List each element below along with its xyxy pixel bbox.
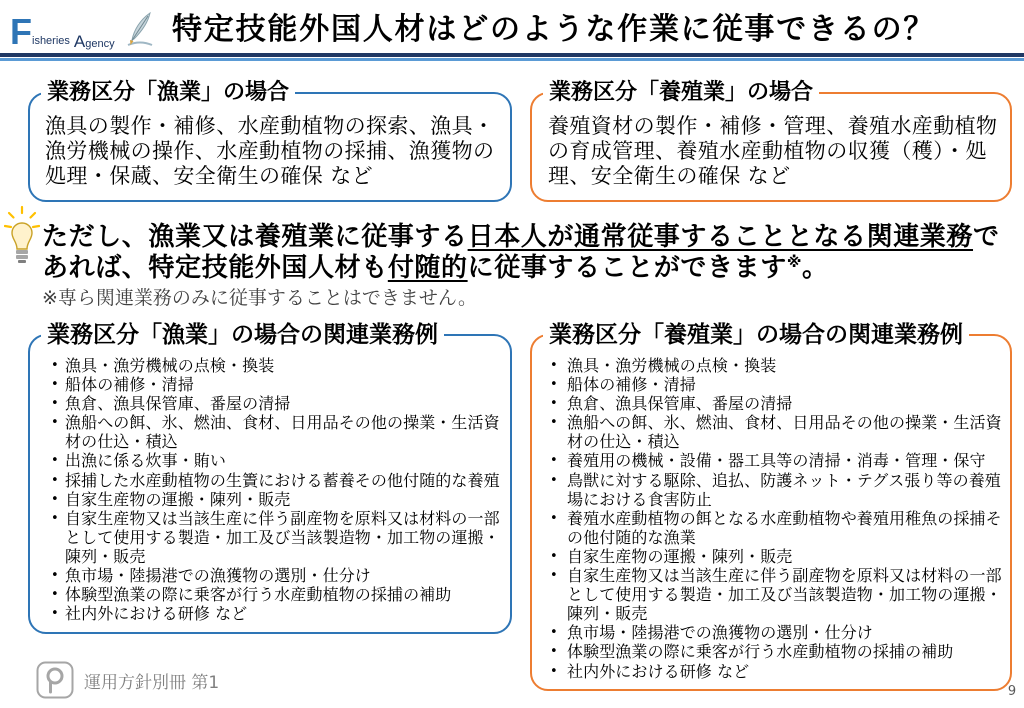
list-item: • 社内外における研修 など [30, 604, 502, 623]
logo-word-agency: Agency [73, 32, 115, 51]
search-icon [36, 661, 74, 699]
notice-underlined-related-work: 日本人が通常従事することとなる関連業務 [467, 222, 974, 252]
list-item: • 鳥獣に対する駆除、追払、防護ネット・テグス張り等の養殖場における食害防止 [532, 471, 1004, 509]
list-item: • 養殖用の機械・設備・器工具等の清掃・消毒・管理・保守 [532, 451, 1004, 470]
notice-footnote: ※専ら関連業務のみに従事することはできません。 [42, 287, 478, 309]
list-item: • 出漁に係る炊事・賄い [30, 451, 502, 470]
list-item: • 自家生産物の運搬・陳列・販売 [532, 547, 1004, 566]
list-item: • 漁船への餌、氷、燃油、食材、日用品その他の操業・生活資材の仕込・積込 [30, 413, 502, 451]
aquaculture-related-work-label: 業務区分「養殖業」の場合の関連業務例 [543, 321, 969, 349]
fishery-work-description: 漁具の製作・補修、水産動植物の探索、漁具・漁労機械の操作、水産動植物の採捕、漁獲物の処理・保蔵、安全衛生の確保 など [45, 114, 495, 188]
list-item: • 船体の補修・清掃 [30, 375, 502, 394]
quill-icon [126, 10, 154, 48]
notice-text: 。 [802, 253, 829, 283]
list-item: • 魚市場・陸揚港での漁獲物の選別・仕分け [30, 566, 502, 585]
header-divider [0, 53, 1024, 57]
notice-text: で [973, 222, 1000, 252]
fishery-related-work-label: 業務区分「漁業」の場合の関連業務例 [41, 321, 444, 349]
list-item: • 養殖水産動植物の餌となる水産動植物や養殖用稚魚の採捕その他付随的な漁業 [532, 509, 1004, 547]
header-divider-accent [0, 58, 1024, 61]
list-item: • 魚市場・陸揚港での漁獲物の選別・仕分け [532, 623, 1004, 642]
notice-statement [42, 222, 1014, 284]
page-number: 9 [1007, 684, 1017, 699]
fishery-related-work-list [30, 336, 510, 623]
list-item: • 船体の補修・清掃 [532, 375, 1004, 394]
notice-footnote-mark: ※ [786, 253, 803, 271]
footer-reference [36, 661, 219, 699]
list-item: • 自家生産物又は当該生産に伴う副産物を原料又は材料の一部として使用する製造・加工及び当該製造物・加工物の運搬・陳列・販売 [30, 509, 502, 566]
list-item: • 採捕した水産動植物の生簀における蓄養その他付随的な養殖 [30, 471, 502, 490]
list-item: • 自家生産物の運搬・陳列・販売 [30, 490, 502, 509]
aquaculture-work-box [530, 80, 1012, 202]
notice-text: ただし、漁業又は養殖業に従事する [42, 222, 468, 252]
fishery-work-label: 業務区分「漁業」の場合 [41, 80, 295, 106]
page-title: 特定技能外国人材はどのような作業に従事できるの？ [172, 12, 936, 47]
list-item: • 魚倉、漁具保管庫、番屋の清掃 [532, 394, 1004, 413]
list-item: • 漁船への餌、氷、燃油、食材、日用品その他の操業・生活資材の仕込・積込 [532, 413, 1004, 451]
list-item: • 漁具・漁労機械の点検・換装 [532, 356, 1004, 375]
aquaculture-related-work-box [530, 322, 1012, 691]
notice-text: に従事することができます [467, 253, 787, 283]
aquaculture-work-description: 養殖資材の製作・補修・管理、養殖水産動植物の育成管理、養殖水産動植物の収獲（穫）・処理、安全衛生の確保 など [548, 114, 998, 188]
list-item: • 体験型漁業の際に乗客が行う水産動植物の採捕の補助 [30, 585, 502, 604]
list-item: • 魚倉、漁具保管庫、番屋の清掃 [30, 394, 502, 413]
fishery-work-box [28, 80, 512, 202]
fishery-related-work-box [28, 322, 512, 634]
list-item: • 漁具・漁労機械の点検・換装 [30, 356, 502, 375]
logo-word-fisheries: Fisheries [10, 11, 70, 52]
list-item: • 体験型漁業の際に乗客が行う水産動植物の採捕の補助 [532, 642, 1004, 661]
notice-underlined-incidental: 付随的 [387, 253, 468, 283]
list-item: • 自家生産物又は当該生産に伴う副産物を原料又は材料の一部として使用する製造・加工及び当該製造物・加工物の運搬・陳列・販売 [532, 566, 1004, 623]
notice-text: あれば、特定技能外国人材も [42, 253, 388, 283]
list-item: • 社内外における研修 など [532, 662, 1004, 681]
footer-reference-text: 運用方針別冊 第1 [84, 672, 220, 693]
fisheries-agency-logo [10, 8, 115, 50]
aquaculture-work-label: 業務区分「養殖業」の場合 [543, 80, 819, 106]
aquaculture-related-work-list [532, 336, 1010, 681]
lightbulb-icon [4, 205, 40, 273]
